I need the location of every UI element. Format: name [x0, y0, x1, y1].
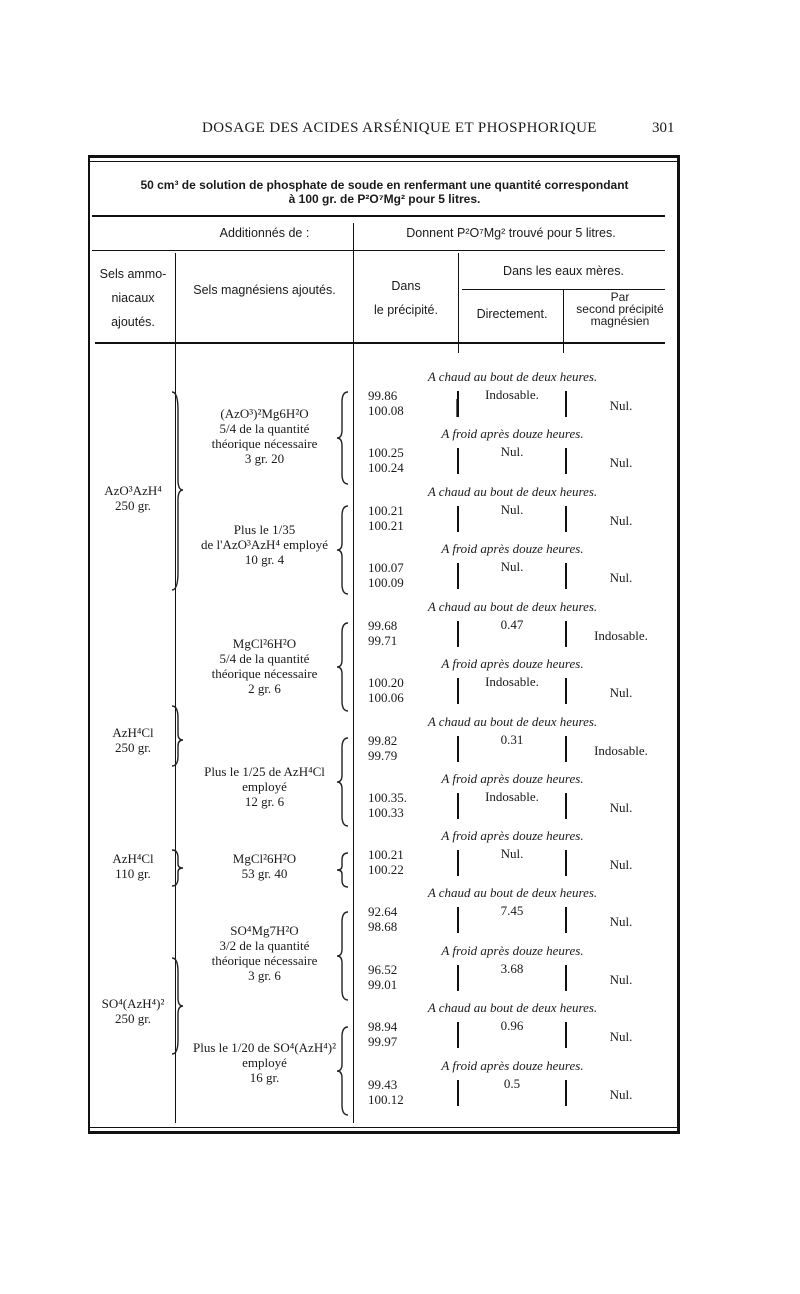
- result-rule-direct: [457, 793, 459, 819]
- result-precipitate-1: 100.21: [368, 847, 404, 862]
- result-condition: A chaud au bout de deux heures.: [427, 599, 598, 614]
- result-precipitate-1: 98.94: [368, 1019, 398, 1034]
- result-precipitate-1: 92.64: [368, 904, 398, 919]
- result-precipitate-2: 98.68: [368, 919, 398, 934]
- result-precipitate-1: 100.07: [368, 560, 404, 575]
- result-second: Indosable.: [594, 743, 648, 758]
- running-head: DOSAGE DES ACIDES ARSÉNIQUE ET PHOSPHORIQUE: [202, 120, 597, 136]
- result-rule-second: [565, 563, 567, 589]
- magnesium-group-5: MgCl²6H²O 53 gr. 40: [232, 851, 297, 881]
- result-direct: 0.31: [500, 732, 524, 747]
- result-rule-second: [565, 736, 567, 762]
- rule-v-magnesium: [353, 223, 354, 1123]
- result-rule-second: [565, 506, 567, 532]
- intro-line-1: 50 cm³ de solution de phosphate de soude en renfermant une quantité correspondant: [140, 178, 629, 192]
- result-condition: A froid après douze heures.: [441, 828, 584, 843]
- frame-bottom: [88, 1131, 680, 1134]
- result-rule-second: [565, 448, 567, 474]
- result-rule-second: [565, 1022, 567, 1048]
- result-precipitate-2: 100.21: [368, 518, 404, 533]
- result-second: Nul.: [609, 455, 633, 470]
- frame-left: [88, 155, 90, 1134]
- result-rule-direct: [457, 448, 459, 474]
- result-second: Nul.: [609, 1029, 633, 1044]
- result-precipitate-2: 100.12: [368, 1092, 404, 1107]
- result-precipitate-2: 100.33: [368, 805, 404, 820]
- result-precipitate-2: 99.01: [368, 977, 398, 992]
- frame-top: [88, 155, 680, 158]
- result-direct: 0.5: [503, 1076, 521, 1091]
- result-precipitate-2: 100.09: [368, 575, 404, 590]
- result-precipitate-2: 99.79: [368, 748, 398, 763]
- result-rule-second: [565, 965, 567, 991]
- magnesium-group-6: SO⁴Mg7H²O 3/2 de la quantité théorique nécessaire 3 gr. 6: [211, 923, 318, 983]
- result-rule-second: [565, 907, 567, 933]
- magnesium-group-2: Plus le 1/35 de l'AzO³AzH⁴ employé 10 gr. 4: [200, 522, 328, 567]
- result-precipitate-2: 100.24: [368, 460, 404, 475]
- result-condition: A chaud au bout de deux heures.: [427, 369, 598, 384]
- result-precipitate-1: 96.52: [368, 962, 398, 977]
- result-direct: 7.45: [500, 903, 524, 918]
- frame-top-inner: [90, 161, 677, 162]
- group-header-found: Donnent P²O⁷Mg² trouvé pour 5 litres.: [406, 226, 616, 240]
- result-direct: Nul.: [500, 502, 524, 517]
- result-precipitate-2: 100.06: [368, 690, 404, 705]
- result-precipitate-1: 99.82: [368, 733, 398, 748]
- result-precipitate-1: 99.43: [368, 1077, 398, 1092]
- result-condition: A chaud au bout de deux heures.: [427, 1000, 598, 1015]
- result-precipitate-1: 100.20: [368, 675, 404, 690]
- result-rule-second: [565, 678, 567, 704]
- result-precipitate-1: 100.35.: [368, 790, 407, 805]
- result-second: Nul.: [609, 800, 633, 815]
- result-condition: A chaud au bout de deux heures.: [427, 484, 598, 499]
- result-rule-second: [565, 793, 567, 819]
- result-second: Nul.: [609, 685, 633, 700]
- result-precipitate-2: 99.71: [368, 633, 398, 648]
- magnesium-group-7: Plus le 1/20 de SO⁴(AzH⁴)² employé 16 gr.: [193, 1040, 336, 1085]
- col-header-mother-liquor: Dans les eaux mères.: [503, 264, 624, 278]
- result-precipitate-1: 100.25: [368, 445, 404, 460]
- result-precipitate-1: 100.21: [368, 503, 404, 518]
- intro-text: [92, 178, 677, 206]
- result-condition: A froid après douze heures.: [441, 1058, 584, 1073]
- col-header-precipitate: Dans le précipité.: [374, 279, 438, 317]
- result-second: Nul.: [609, 914, 633, 929]
- result-rule-second: [565, 391, 567, 417]
- result-direct: Nul.: [500, 444, 524, 459]
- rule-intro: [92, 215, 665, 217]
- rule-group: [92, 250, 665, 251]
- result-precipitate-2: 99.97: [368, 1034, 398, 1049]
- result-rule-direct: [457, 850, 459, 876]
- result-rule-direct: [457, 678, 459, 704]
- magnesium-group-4: Plus le 1/25 de AzH⁴Cl employé 12 gr. 6: [204, 764, 325, 809]
- col-header-magnesium: Sels magnésiens ajoutés.: [193, 283, 336, 297]
- result-condition: A froid après douze heures.: [441, 943, 584, 958]
- result-direct: Nul.: [500, 846, 524, 861]
- result-direct: 3.68: [500, 961, 524, 976]
- col-header-direct: Directement.: [476, 307, 548, 321]
- result-precipitate-1: 99.86: [368, 388, 398, 403]
- result-condition: A froid après douze heures.: [441, 771, 584, 786]
- result-direct: Indosable.: [485, 789, 539, 804]
- result-direct: Nul.: [500, 559, 524, 574]
- frame-bottom-inner: [90, 1127, 677, 1128]
- result-direct: Indosable.: [485, 674, 539, 689]
- col-header-ammonium: Sels ammo- niacaux ajoutés.: [99, 267, 167, 329]
- result-rule-direct: [457, 621, 459, 647]
- result-rule-direct: [457, 391, 459, 417]
- result-rule-second: [565, 621, 567, 647]
- result-condition: A chaud au bout de deux heures.: [427, 714, 598, 729]
- ammonium-group-2: AzH⁴Cl 250 gr.: [112, 725, 154, 755]
- result-condition: A froid après douze heures.: [441, 541, 584, 556]
- result-second: Nul.: [609, 972, 633, 987]
- result-direct: 0.96: [500, 1018, 524, 1033]
- result-precipitate-2: 100.08: [368, 403, 404, 418]
- frame-right: [677, 155, 680, 1134]
- magnesium-group-1: (AzO³)²Mg6H²O 5/4 de la quantité théorique nécessaire 3 gr. 20: [211, 406, 318, 466]
- result-rule-direct: [457, 965, 459, 991]
- result-direct: Indosable.: [485, 387, 539, 402]
- result-rule-direct: [457, 506, 459, 532]
- result-rule-direct: [457, 736, 459, 762]
- rule-v-mother: [458, 253, 459, 353]
- ammonium-group-4: SO⁴(AzH⁴)² 250 gr.: [101, 996, 165, 1026]
- result-second: Nul.: [609, 857, 633, 872]
- result-rule-direct: [457, 1022, 459, 1048]
- result-rule-direct: [457, 907, 459, 933]
- result-condition: A froid après douze heures.: [441, 656, 584, 671]
- result-rule-direct: [457, 1080, 459, 1106]
- result-precipitate-1: 99.68: [368, 618, 398, 633]
- result-rule-second: [565, 850, 567, 876]
- result-second: Nul.: [609, 1087, 633, 1102]
- magnesium-group-3: MgCl²6H²O 5/4 de la quantité théorique nécessaire 2 gr. 6: [211, 636, 318, 696]
- ammonium-group-3: AzH⁴Cl 110 gr.: [112, 851, 154, 881]
- intro-line-2: à 100 gr. de P²O⁷Mg² pour 5 litres.: [288, 192, 481, 206]
- page-number: 301: [652, 120, 675, 136]
- group-header-added: Additionnés de :: [219, 226, 310, 240]
- result-condition: A froid après douze heures.: [441, 426, 584, 441]
- ammonium-group-1: AzO³AzH⁴ 250 gr.: [104, 483, 162, 513]
- result-precipitate-2: 100.22: [368, 862, 404, 877]
- result-rule-second: [565, 1080, 567, 1106]
- col-header-second: Par second précipité magnésien: [576, 290, 664, 328]
- result-second: Nul.: [609, 513, 633, 528]
- result-rule-direct: [457, 563, 459, 589]
- result-second: Indosable.: [594, 628, 648, 643]
- result-direct: 0.47: [500, 617, 524, 632]
- result-condition: A chaud au bout de deux heures.: [427, 885, 598, 900]
- result-second: Nul.: [609, 570, 633, 585]
- result-second: Nul.: [609, 398, 633, 413]
- rule-header-bottom: [95, 342, 665, 344]
